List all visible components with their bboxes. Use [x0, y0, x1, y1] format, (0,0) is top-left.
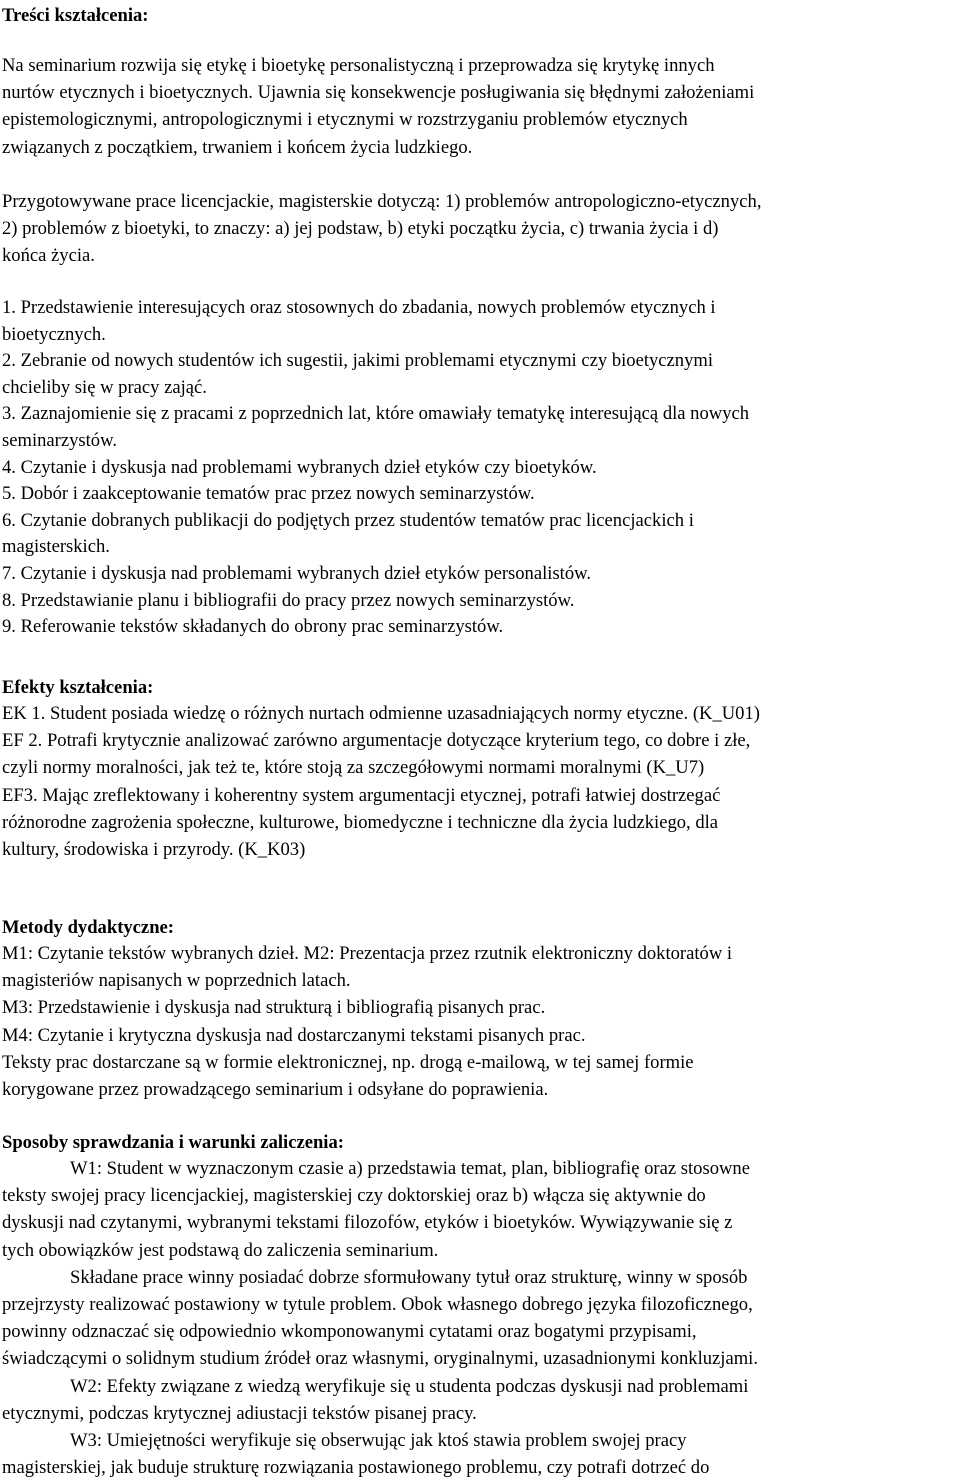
paragraph-metody	[2, 940, 954, 1103]
paragraph-sposoby	[2, 1155, 954, 1481]
text-line: W3: Umiejętności weryfikuje się obserwując jak ktoś stawia problem swojej pracy	[70, 1430, 687, 1452]
list-item: 9. Referowanie tekstów składanych do obrony prac seminarzystów.	[2, 616, 504, 638]
text-line: EK 1. Student posiada wiedzę o różnych nurtach odmienne uzasadniających normy etyczne. (K_U01)	[2, 703, 760, 724]
numbered-list	[2, 295, 954, 641]
text-line: końca życia.	[2, 245, 95, 267]
text-line: magisterskiej, jak buduje strukturę rozwiązania postawionego problemu, czy potrafi dotrzeć do	[2, 1457, 710, 1479]
list-item: 6. Czytanie dobranych publikacji do podjętych przez studentów tematów prac licencjackich i	[2, 509, 694, 531]
list-item: magisterskich.	[2, 536, 110, 558]
list-item: 2. Zebranie od nowych studentów ich sugestii, jakimi problemami etycznymi czy bioetycznymi	[2, 350, 714, 372]
text-line: Na seminarium rozwija się etykę i bioetykę personalistyczną i przeprowadza się krytykę innych	[2, 55, 715, 76]
text-line: epistemologicznymi, antropologicznymi i etycznymi w rozstrzyganiu problemów etycznych	[2, 109, 688, 131]
text-line: nurtów etycznych i bioetycznych. Ujawnia się konsekwencje posługiwania się błędnymi założeniami	[2, 82, 755, 104]
list-item: 3. Zaznajomienie się z pracami z poprzednich lat, które omawiały tematykę interesującą dla nowych	[2, 403, 750, 425]
text-line: korygowane przez prowadzącego seminarium i odsyłane do poprawienia.	[2, 1079, 549, 1101]
text-line: dyskusji nad czytanymi, wybranymi tekstami filozofów, etyków i bioetyków. Wywiązywanie się z	[2, 1212, 733, 1234]
text-line: tych obowiązków jest podstawą do zaliczenia seminarium.	[2, 1239, 439, 1261]
text-line: 2) problemów z bioetyki, to znaczy: a) jej podstaw, b) etyki początku życia, c) trwania życia i d)	[2, 218, 719, 240]
list-item: chcieliby się w pracy zająć.	[2, 376, 207, 398]
text-line: Przygotowywane prace licencjackie, magisterskie dotyczą: 1) problemów antropologiczno-etycznych,	[2, 191, 762, 212]
text-line: przejrzysty realizować postawiony w tytule problem. Obok własnego dobrego języka filozoficznego,	[2, 1294, 753, 1316]
list-item: 5. Dobór i zaakceptowanie tematów prac przez nowych seminarzystów.	[2, 483, 535, 505]
paragraph-tresci-intro	[2, 52, 954, 161]
text-line: etycznymi, podczas krytycznej adiustacji tekstów pisanej pracy.	[2, 1402, 477, 1424]
text-line: powinny odznaczać się odpowiednio wkomponowanymi cytatami oraz bogatymi przypisami,	[2, 1321, 697, 1343]
section-heading-metody: Metody dydaktyczne:	[2, 917, 174, 938]
list-item: 1. Przedstawienie interesujących oraz stosownych do zbadania, nowych problemów etycznych i	[2, 297, 716, 318]
list-item: 7. Czytanie i dyskusja nad problemami wybranych dzieł etyków personalistów.	[2, 562, 592, 584]
text-line: W2: Efekty związane z wiedzą weryfikuje się u studenta podczas dyskusji nad problemami	[70, 1375, 749, 1397]
text-line: czyli normy moralności, jak też te, które stoją za szczegółowymi normami moralnymi (K_U7)	[2, 757, 705, 779]
list-item: 4. Czytanie i dyskusja nad problemami wybranych dzieł etyków czy bioetyków.	[2, 456, 597, 478]
text-line: EF 2. Potrafi krytycznie analizować zarówno argumentacje dotyczące kryterium tego, co dobre i złe,	[2, 730, 751, 752]
text-line: różnorodne zagrożenia społeczne, kulturowe, biomedyczne i techniczne dla życia ludzkiego, dla	[2, 811, 719, 833]
list-item: 8. Przedstawianie planu i bibliografii do pracy przez nowych seminarzystów.	[2, 589, 575, 611]
text-line: związanych z początkiem, trwaniem i końcem życia ludzkiego.	[2, 136, 473, 158]
text-line: W1: Student w wyznaczonym czasie a) przedstawia temat, plan, bibliografię oraz stosowne	[70, 1158, 750, 1179]
list-item: seminarzystów.	[2, 429, 117, 451]
section-heading-sposoby: Sposoby sprawdzania i warunki zaliczenia:	[2, 1132, 344, 1153]
text-line: świadczącymi o solidnym studium źródeł oraz własnymi, oryginalnymi, uzasadnionymi konkluzjami.	[2, 1348, 758, 1370]
text-line: magisteriów napisanych w poprzednich latach.	[2, 970, 351, 992]
text-line: Składane prace winny posiadać dobrze sformułowany tytuł oraz strukturę, winny w sposób	[70, 1266, 748, 1288]
text-line: teksty swojej pracy licencjackiej, magisterskiej czy doktorskiej oraz b) włącza się aktywnie do	[2, 1185, 706, 1207]
section-heading-tresci: Treści kształcenia:	[2, 5, 149, 26]
text-line: Teksty prac dostarczane są w formie elektronicznej, np. drogą e-mailową, w tej samej formie	[2, 1051, 694, 1073]
text-line: EF3. Mając zreflektowany i koherentny system argumentacji etycznej, potrafi łatwiej dostrzegać	[2, 784, 721, 806]
text-line: kultury, środowiska i przyrody. (K_K03)	[2, 839, 306, 861]
text-line: M4: Czytanie i krytyczna dyskusja nad dostarczanymi tekstami pisanych prac.	[2, 1024, 586, 1046]
text-line: M1: Czytanie tekstów wybranych dzieł. M2: Prezentacja przez rzutnik elektroniczny doktoratów i	[2, 943, 733, 964]
text-line: M3: Przedstawienie i dyskusja nad strukturą i bibliografią pisanych prac.	[2, 997, 546, 1019]
paragraph-prace	[2, 188, 954, 270]
section-heading-efekty: Efekty kształcenia:	[2, 677, 154, 698]
list-item: bioetycznych.	[2, 323, 106, 345]
paragraph-efekty	[2, 700, 954, 863]
